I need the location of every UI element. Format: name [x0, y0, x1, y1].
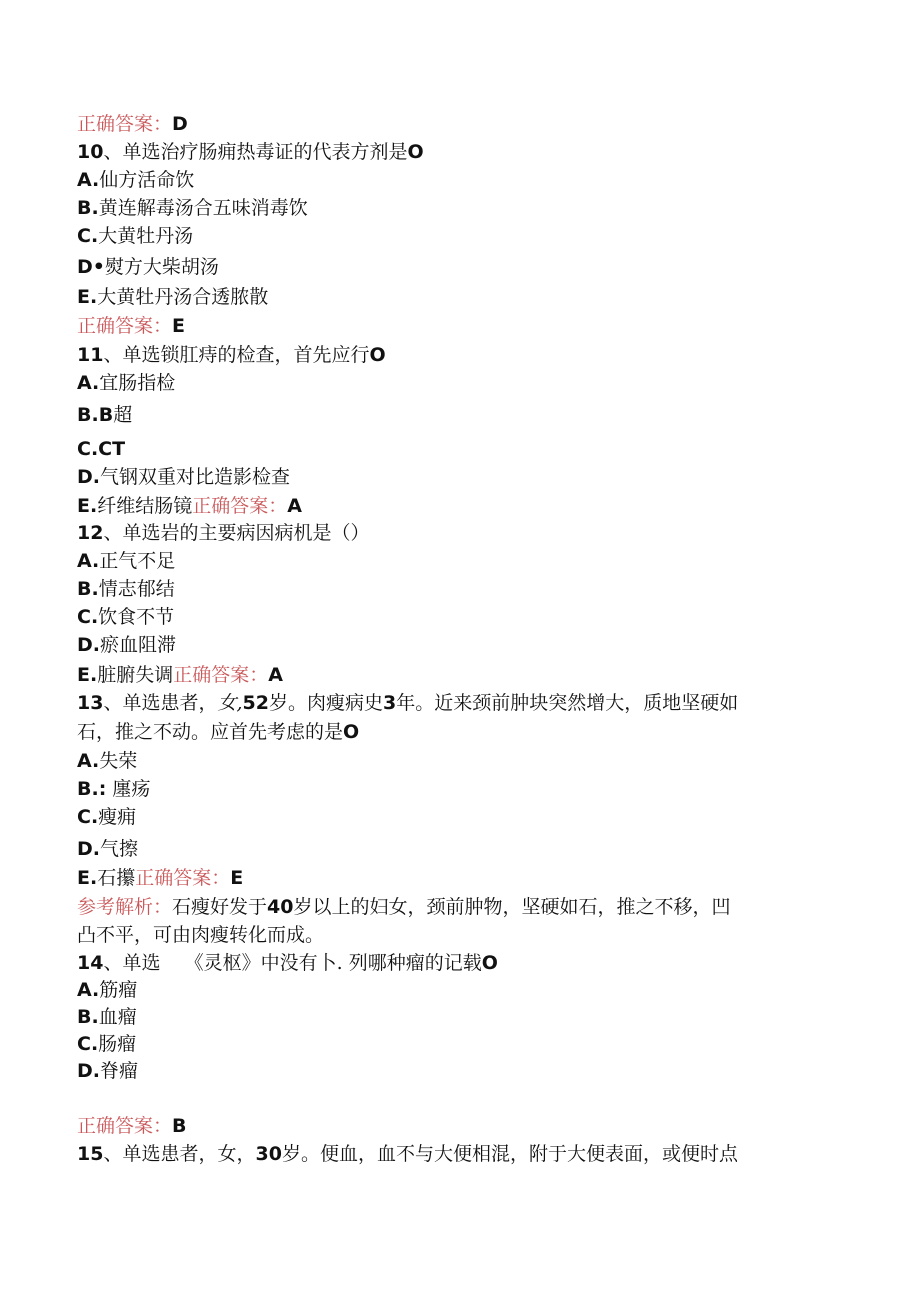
question-text: 单选 《灵枢》中没有卜. 列哪种瘤的记载 [122, 952, 482, 974]
q12-option-a: A.正气不足 [77, 550, 176, 572]
q12-option-d: D.瘀血阻滞 [77, 634, 177, 656]
question-number: 14 [77, 952, 104, 974]
q10-answer-line [77, 313, 185, 339]
answer-label: 正确答案： [77, 1115, 173, 1137]
q12-option-e-with-answer: E.脏腑失调正确答案：A [77, 664, 283, 686]
q9-answer-line [77, 111, 188, 137]
question-number: 13 [77, 692, 104, 714]
q11-stem: 11、单选锁肛痔的检查，首先应行O [77, 344, 386, 366]
answer-label: 正确答案： [135, 867, 231, 889]
question-text: 单选治疗肠痈热毒证的代表方剂是 [122, 141, 408, 163]
question-text: 单选锁肛痔的检查，首先应行 [122, 344, 370, 366]
q13-option-d: D.气擦 [77, 838, 139, 860]
q14-answer-line [77, 1113, 187, 1139]
question-number: 11 [77, 344, 104, 366]
answer-label: 正确答案： [77, 315, 173, 337]
q13-analysis-line1: 参考解析：石瘦好发于40岁以上的妇女，颈前肿物，坚硬如石，推之不移，凹 [77, 896, 731, 918]
q10-option-e: E.大黄牡丹汤合透脓散 [77, 286, 269, 308]
q13-analysis-line2: 凸不平，可由肉瘦转化而成。 [77, 924, 325, 946]
q10-option-c: C.大黄牡丹汤 [77, 225, 194, 247]
question-number: 15 [77, 1143, 104, 1165]
q14-stem: 14、单选 《灵枢》中没有卜. 列哪种瘤的记载O [77, 952, 498, 974]
answer-value: E [230, 867, 244, 889]
q11-option-a: A.宜肠指检 [77, 372, 176, 394]
answer-label: 正确答案： [77, 113, 173, 135]
q11-option-b: B.B超 [77, 404, 133, 426]
q14-option-b: B.血瘤 [77, 1006, 137, 1028]
q12-option-b: B.情志郁结 [77, 578, 175, 600]
question-number: 10 [77, 141, 104, 163]
q10-option-d: D•熨方大柴胡汤 [77, 256, 219, 278]
q15-stem: 15、单选患者，女，30岁。便血，血不与大便相混，附于大便表面，或便时点 [77, 1143, 738, 1165]
answer-value: E [172, 315, 185, 337]
question-number: 12 [77, 522, 104, 544]
q13-stem-line1: 13、单选患者，女,52岁。肉瘦病史3年。近来颈前肿块突然增大，质地坚硬如 [77, 692, 739, 714]
q13-option-c: C.瘦痈 [77, 806, 137, 828]
q13-stem-line2: 石，推之不动。应首先考虑的是O [77, 721, 360, 743]
q12-stem: 12、单选岩的主要病因病机是（） [77, 522, 370, 544]
q10-option-b: B.黄连解毒汤合五味消毒饮 [77, 197, 308, 219]
question-text: 单选岩的主要病因病机是（） [122, 522, 370, 544]
answer-value: A [268, 664, 283, 686]
answer-label: 正确答案： [192, 495, 288, 517]
q14-option-c: C.肠瘤 [77, 1033, 137, 1055]
q10-stem: 10、单选治疗肠痈热毒证的代表方剂是O [77, 141, 424, 163]
q12-option-c: C.饮食不节 [77, 606, 175, 628]
q13-option-b: B.: 廛疡 [77, 778, 151, 800]
q13-option-e-with-answer: E.石攥正确答案：E [77, 867, 244, 889]
q11-option-d: D.气钢双重对比造影检查 [77, 466, 291, 488]
q14-option-a: A.筋瘤 [77, 979, 138, 1001]
q10-option-a: A.仙方活命饮 [77, 169, 195, 191]
q11-option-c: C.CT [77, 438, 126, 460]
analysis-label: 参考解析： [77, 896, 173, 918]
q13-option-a: A.失荣 [77, 750, 138, 772]
answer-label: 正确答案： [173, 664, 269, 686]
q14-option-d: D.脊瘤 [77, 1060, 139, 1082]
answer-value: B [172, 1115, 187, 1137]
answer-value: D [172, 113, 188, 135]
answer-value: A [287, 495, 302, 517]
q11-option-e-with-answer: E.纤维结肠镜正确答案：A [77, 495, 302, 517]
